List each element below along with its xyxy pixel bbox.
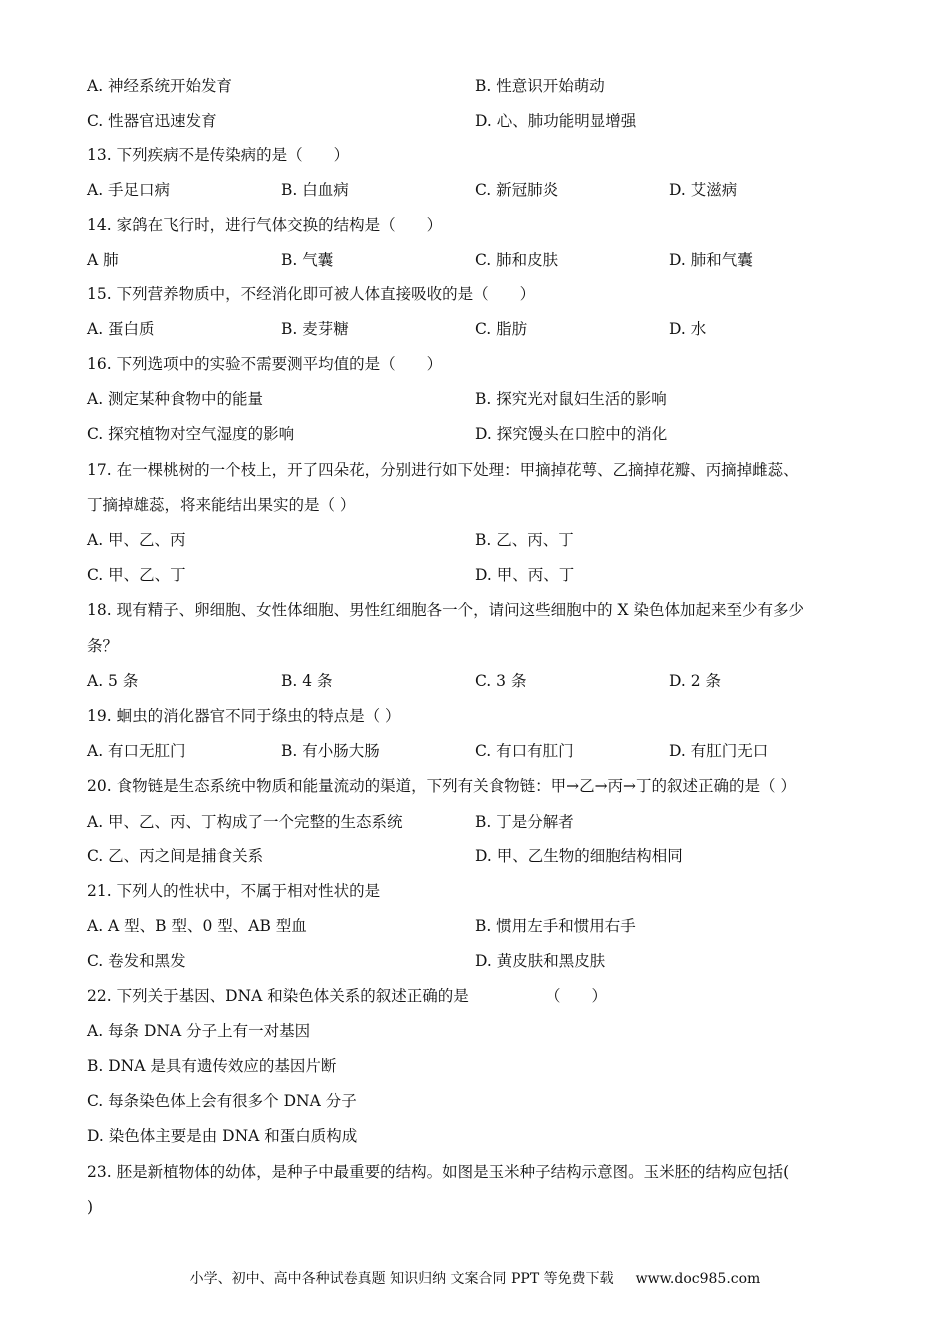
answer-option: D. 甲、乙生物的细胞结构相同	[475, 847, 683, 865]
question-text: 16. 下列选项中的实验不需要测平均值的是（ ）	[87, 355, 443, 373]
answer-option: C. 新冠肺炎	[475, 181, 559, 199]
answer-option: A. 甲、乙、丙	[87, 531, 186, 549]
answer-option: B. 惯用左手和惯用右手	[475, 917, 636, 935]
page-footer	[0, 1270, 950, 1288]
answer-option: D. 艾滋病	[669, 181, 738, 199]
footer-text: 小学、初中、高中各种试卷真题 知识归纳 文案合同 PPT 等免费下载	[189, 1271, 614, 1287]
answer-option: C. 乙、丙之间是捕食关系	[87, 847, 264, 865]
answer-option: C. 脂肪	[475, 320, 528, 338]
footer-url[interactable]: www.doc985.com	[635, 1271, 761, 1287]
answer-option: C. 甲、乙、丁	[87, 566, 186, 584]
answer-option: A 肺	[87, 251, 119, 269]
answer-option: B. 性意识开始萌动	[475, 77, 605, 95]
answer-option: B. 4 条	[281, 672, 333, 690]
question-text: D. 染色体主要是由 DNA 和蛋白质构成	[87, 1127, 358, 1145]
answer-option: C. 性器官迅速发育	[87, 112, 217, 130]
question-text: 17. 在一棵桃树的一个枝上，开了四朵花，分别进行如下处理：甲摘掉花萼、乙摘掉花瓣、丙摘掉雌蕊、	[87, 461, 799, 479]
answer-option: C. 探究植物对空气湿度的影响	[87, 425, 295, 443]
answer-option: A. A 型、B 型、0 型、AB 型血	[87, 917, 307, 935]
question-text: 15. 下列营养物质中，不经消化即可被人体直接吸收的是（ ）	[87, 285, 536, 303]
question-text: A. 每条 DNA 分子上有一对基因	[87, 1022, 311, 1040]
answer-option: A. 神经系统开始发育	[87, 77, 233, 95]
answer-option: B. 白血病	[281, 181, 349, 199]
answer-option: C. 卷发和黑发	[87, 952, 186, 970]
question-text: 条？	[87, 637, 119, 655]
question-text: 20. 食物链是生态系统中物质和能量流动的渠道，下列有关食物链：甲→乙→丙→丁的叙述正确的是（ ）	[87, 777, 796, 795]
answer-option: C. 有口有肛门	[475, 742, 574, 760]
answer-option: D. 2 条	[669, 672, 722, 690]
answer-option: D. 有肛门无口	[669, 742, 769, 760]
answer-option: A. 5 条	[87, 672, 139, 690]
answer-option: A. 甲、乙、丙、丁构成了一个完整的生态系统	[87, 813, 403, 831]
answer-option: B. 气囊	[281, 251, 334, 269]
answer-option: D. 心、肺功能明显增强	[475, 112, 637, 130]
answer-option: A. 手足口病	[87, 181, 171, 199]
question-text: )	[87, 1198, 94, 1216]
answer-option: A. 有口无肛门	[87, 742, 186, 760]
question-text: 14. 家鸽在飞行时，进行气体交换的结构是（ ）	[87, 216, 443, 234]
question-text: 21. 下列人的性状中，不属于相对性状的是	[87, 882, 381, 900]
question-text: 丁摘掉雄蕊，将来能结出果实的是（ ）	[87, 496, 356, 514]
answer-option: D. 探究馒头在口腔中的消化	[475, 425, 668, 443]
question-text: 23. 胚是新植物体的幼体，是种子中最重要的结构。如图是玉米种子结构示意图。玉米胚的结构应包括(	[87, 1163, 790, 1181]
question-text: 18. 现有精子、卵细胞、女性体细胞、男性红细胞各一个，请问这些细胞中的 X 染色体加起来至少有多少	[87, 601, 804, 619]
answer-option: B. 探究光对鼠妇生活的影响	[475, 390, 667, 408]
question-text: 13. 下列疾病不是传染病的是（ ）	[87, 146, 350, 164]
answer-option: A. 测定某种食物中的能量	[87, 390, 264, 408]
question-text: 19. 蛔虫的消化器官不同于绦虫的特点是（ ）	[87, 707, 401, 725]
answer-option: B. 麦芽糖	[281, 320, 349, 338]
answer-option: 22. 下列关于基因、DNA 和染色体关系的叙述正确的是	[87, 987, 469, 1005]
answer-option: A. 蛋白质	[87, 320, 155, 338]
answer-option: C. 肺和皮肤	[475, 251, 559, 269]
answer-option: B. 丁是分解者	[475, 813, 574, 831]
answer-option: C. 3 条	[475, 672, 527, 690]
answer-option: B. 有小肠大肠	[281, 742, 380, 760]
answer-option: D. 黄皮肤和黑皮肤	[475, 952, 606, 970]
answer-option: D. 肺和气囊	[669, 251, 753, 269]
answer-option: D. 甲、丙、丁	[475, 566, 575, 584]
question-text: C. 每条染色体上会有很多个 DNA 分子	[87, 1092, 357, 1110]
answer-option: （ ）	[545, 987, 608, 1005]
answer-option: D. 水	[669, 320, 707, 338]
question-text: B. DNA 是具有遗传效应的基因片断	[87, 1057, 337, 1075]
answer-option: B. 乙、丙、丁	[475, 531, 574, 549]
